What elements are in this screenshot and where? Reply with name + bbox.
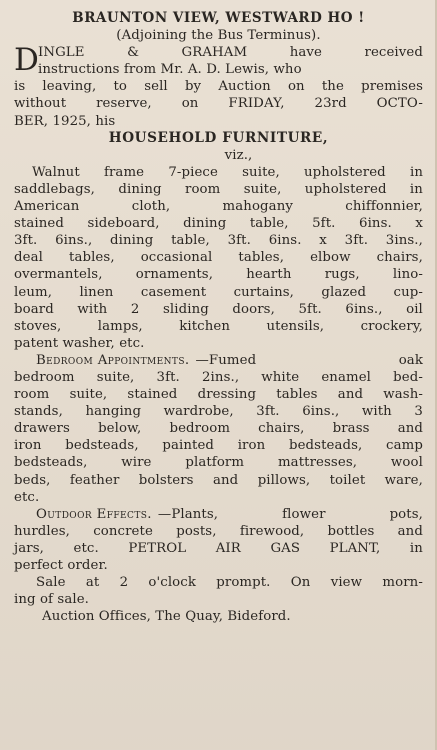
word: stained (14, 216, 64, 232)
word: chairs, (376, 250, 423, 266)
word: wardrobe, (163, 404, 234, 420)
word: cloth, (131, 199, 171, 215)
word: iron (237, 438, 266, 454)
furniture-line (14, 232, 423, 249)
word: bedroom (14, 369, 75, 385)
outdoor-label: Outdoor Effects. (36, 506, 152, 522)
word: mattresses, (277, 455, 358, 471)
word: 3 (414, 404, 423, 420)
word: and (337, 387, 364, 403)
word: upholstered (304, 164, 386, 180)
word: suite, (242, 164, 280, 180)
word: leaving, (42, 79, 97, 95)
word: casement (140, 284, 207, 300)
word: table, (249, 216, 289, 232)
word: 3ft. (156, 369, 180, 385)
word: painted (162, 438, 215, 454)
word: 5ft. (298, 301, 322, 317)
word: with (77, 301, 108, 317)
word: PLANT, (329, 540, 381, 556)
word: stoves, (14, 318, 62, 334)
word: the (321, 79, 344, 95)
word: 6ins. (268, 233, 302, 249)
word: and (397, 523, 423, 539)
furniture-line (14, 301, 423, 318)
word: 6ins., (302, 404, 340, 420)
word: curtains, (233, 284, 294, 300)
word: below, (98, 421, 142, 437)
word: enamel (321, 369, 372, 385)
word: chiffonnier, (345, 199, 423, 215)
outdoor-line (14, 523, 423, 540)
word: chairs, (258, 421, 305, 437)
word: American (14, 199, 80, 215)
word: 7-piece (168, 164, 218, 180)
word: hurdles, (14, 523, 70, 539)
furniture-line (14, 318, 423, 335)
intro-line: instructions from Mr. A. D. Lewis, who (38, 62, 302, 78)
bedroom-line (14, 369, 423, 386)
word: posts, (176, 523, 217, 539)
word: morn- (382, 575, 423, 591)
word: utensils, (266, 318, 325, 334)
word: to (113, 79, 128, 95)
bedroom-section (14, 352, 423, 506)
word: white (261, 369, 300, 385)
word: dining (110, 233, 154, 249)
furniture-line (14, 164, 423, 181)
word: —Plants, (157, 506, 219, 522)
word: sideboard, (87, 216, 160, 232)
word: lamps, (97, 318, 143, 334)
word: in (409, 540, 423, 556)
word: camp (386, 438, 423, 454)
word: PETROL (128, 540, 187, 556)
auction-offices: Auction Offices, The Quay, Bideford. (42, 609, 291, 625)
word: pots, (389, 506, 423, 522)
word: hanging (85, 404, 142, 420)
word: tables, (238, 250, 285, 266)
sale-line (14, 574, 423, 591)
outdoor-line-last: perfect order. (14, 558, 108, 573)
word: Walnut (32, 164, 80, 180)
word: room (184, 181, 221, 197)
word: on (287, 79, 305, 95)
word: 2 (130, 301, 140, 317)
word: o'clock (148, 575, 196, 591)
word: OCTO- (376, 96, 423, 112)
word: leum, (14, 284, 53, 300)
word: x (415, 216, 423, 232)
word: flower (282, 506, 326, 522)
word: is (14, 79, 26, 95)
word: platform (185, 455, 245, 471)
word: bedroom (169, 421, 231, 437)
word: 6ins., (345, 301, 383, 317)
word: 3ft. (344, 233, 369, 249)
word: FRIDAY, (228, 96, 285, 112)
bedroom-line (14, 420, 423, 437)
word: sliding (162, 301, 209, 317)
furniture-line (14, 249, 423, 266)
word: wire (121, 455, 152, 471)
word: wool (390, 455, 423, 471)
word: firewood, (239, 523, 305, 539)
word: doors, (232, 301, 275, 317)
word: upholstered (304, 181, 387, 197)
word: etc. (73, 540, 99, 556)
word: without (14, 96, 67, 112)
word: bottles (327, 523, 375, 539)
intro-line (14, 95, 423, 112)
bedroom-line (14, 472, 423, 489)
word: at (85, 575, 100, 591)
word: in (409, 181, 423, 197)
word: iron (14, 438, 42, 454)
bedroom-label: Bedroom Appointments. (36, 352, 190, 368)
word: jars, (14, 540, 44, 556)
word: brass (332, 421, 370, 437)
bedroom-line (14, 386, 423, 403)
outdoor-section (14, 506, 423, 574)
word: premises (361, 79, 423, 95)
word: dressing (197, 387, 257, 403)
word: crockery, (360, 318, 423, 334)
word: occasional (140, 250, 213, 266)
word: bolsters (138, 472, 194, 488)
word: 23rd (314, 96, 347, 112)
word: dining (183, 216, 227, 232)
word: ware, (384, 472, 423, 488)
word: 2ins., (202, 369, 240, 385)
word: suite, (96, 369, 135, 385)
furniture-line (14, 284, 423, 301)
word: stained (127, 387, 178, 403)
word: table, (171, 233, 210, 249)
word: 6ins. (359, 216, 392, 232)
word: bedsteads, (14, 455, 88, 471)
word: overmantels, (14, 267, 103, 283)
word: prompt. (216, 575, 271, 591)
bedroom-first-line (14, 352, 423, 369)
word: GAS (270, 540, 301, 556)
sale-line-last: ing of sale. (14, 592, 90, 608)
word: INGLE (38, 45, 85, 61)
bedroom-line (14, 454, 423, 471)
word: stands, (14, 404, 63, 420)
word: Sale (36, 575, 66, 591)
word: wash- (383, 387, 423, 403)
furniture-line-last: patent washer, etc. (14, 335, 145, 351)
word: linen (79, 284, 114, 300)
word: rugs, (324, 267, 360, 283)
word: lino- (392, 267, 423, 283)
word: bedsteads, (65, 438, 139, 454)
word: mahogany (222, 199, 293, 215)
word: with (361, 404, 392, 420)
outdoor-first-rest (152, 506, 423, 523)
word: 6ins., (55, 233, 93, 249)
word: have (289, 45, 322, 61)
word: pillows, (257, 472, 311, 488)
word: On (290, 575, 311, 591)
intro-line (14, 78, 423, 95)
word: view (330, 575, 363, 591)
word: 3ft. (256, 404, 280, 420)
furniture-list (14, 164, 423, 352)
bedroom-line (14, 437, 423, 454)
word: suite, (243, 181, 282, 197)
bedroom-line-last: etc. (14, 489, 40, 505)
word: glazed (321, 284, 367, 300)
furniture-line (14, 181, 423, 198)
word: ornaments, (135, 267, 214, 283)
furniture-title: HOUSEHOLD FURNITURE, (108, 129, 329, 146)
word: in (409, 164, 423, 180)
word: 3ft. (227, 233, 251, 249)
word: toilet (329, 472, 366, 488)
intro-line (14, 44, 423, 61)
word: frame (103, 164, 145, 180)
viz-label: viz., (224, 147, 253, 163)
word: reserve, (96, 96, 152, 112)
furniture-line (14, 266, 423, 283)
word: 5ft. (312, 216, 336, 232)
outdoor-first-line (14, 506, 423, 523)
word: received (364, 45, 423, 61)
word: x (319, 233, 327, 249)
word: bedsteads, (288, 438, 363, 454)
word: cup- (393, 284, 423, 300)
word: kitchen (179, 318, 231, 334)
outdoor-line (14, 540, 423, 557)
word: and (212, 472, 239, 488)
word: elbow (310, 250, 351, 266)
word: oil (406, 301, 423, 317)
word: suite, (69, 387, 108, 403)
word: GRAHAM (181, 45, 248, 61)
word: 3ft. (14, 233, 38, 249)
word: saddlebags, (14, 181, 95, 197)
word: drawers (14, 421, 70, 437)
bedroom-line (14, 403, 423, 420)
word: concrete (93, 523, 153, 539)
word: 2 (119, 575, 129, 591)
word: dining (118, 181, 162, 197)
furniture-line (14, 198, 423, 215)
word: and (397, 421, 423, 437)
intro-line-last: BER, 1925, his (14, 113, 116, 129)
bedroom-first-rest (190, 352, 423, 369)
word: —Fumed (195, 352, 257, 368)
word: tables, (69, 250, 115, 266)
word: bed- (393, 369, 423, 385)
word: oak (398, 352, 423, 368)
auction-subheading: (Adjoining the Bus Terminus). (116, 28, 321, 44)
word: tables (276, 387, 318, 403)
word: beds, (14, 472, 51, 488)
auction-heading: BRAUNTON VIEW, WESTWARD HO ! (72, 10, 365, 26)
word: deal (14, 250, 43, 266)
intro-paragraph (14, 44, 423, 129)
word: feather (69, 472, 120, 488)
word: 3ins., (385, 233, 423, 249)
word: & (127, 45, 139, 61)
word: room (14, 387, 50, 403)
word: board (14, 301, 54, 317)
word: hearth (246, 267, 292, 283)
word: sell (144, 79, 168, 95)
word: AIR (215, 540, 241, 556)
word: by (184, 79, 202, 95)
word: on (181, 96, 199, 112)
furniture-line (14, 215, 423, 232)
drop-cap: D (14, 42, 39, 79)
sale-section (14, 574, 423, 608)
word: Auction (218, 79, 271, 95)
